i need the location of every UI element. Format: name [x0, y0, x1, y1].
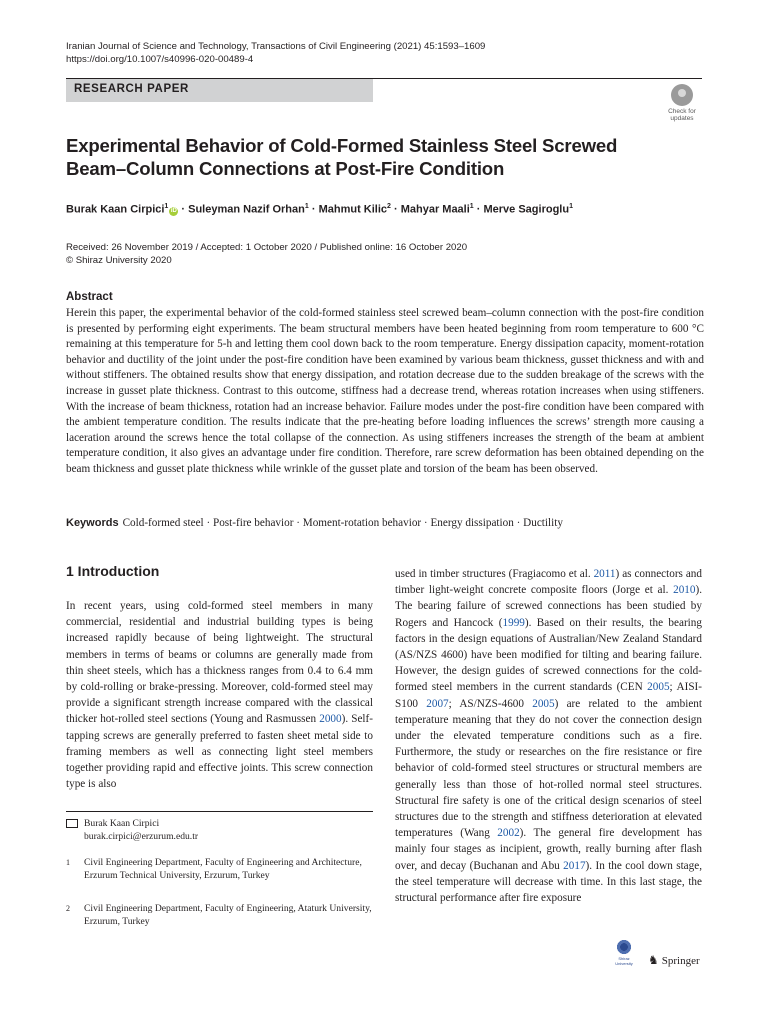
author-name[interactable]: Merve Sagiroglu [483, 203, 570, 216]
affiliation-mark: 2 [66, 904, 70, 913]
citation-link[interactable]: 2005 [532, 697, 555, 710]
article-type-label: RESEARCH PAPER [74, 83, 189, 95]
springer-logo [648, 953, 700, 968]
citation-link[interactable]: 2000 [319, 713, 342, 726]
author-affiliation-mark: 1 [469, 203, 474, 210]
affiliation-mark: 1 [66, 858, 70, 867]
logo-caption: Shiraz University [615, 956, 633, 966]
author-name[interactable]: Burak Kaan Cirpici [66, 203, 165, 216]
body-text: ; AS/NZS-4600 [448, 697, 533, 710]
body-text: ). The general fire development has mainly four stages as incipient, growth, really burning after flash over, and decay (Buchanan and Abu [395, 827, 702, 872]
affiliation-text: Civil Engineering Department, Faculty of Engineering, Ataturk University, Erzurum, Turkey [84, 903, 372, 927]
copyright-notice: © Shiraz University 2020 [66, 255, 172, 266]
check-for-updates-button[interactable] [660, 84, 704, 128]
body-text: ; AISI-S100 [395, 681, 703, 710]
citation-link[interactable]: 2011 [593, 568, 616, 580]
citation-link[interactable]: 2005 [647, 681, 670, 694]
author-name[interactable]: Mahyar Maali [400, 203, 470, 216]
body-text: ) are related to the ambient temperature meaning that they do not cover the connection design under the elevated temperature conditions such as a fire. Furthermore, the study or researches on the fire resistance or fire behavior of cold-formed steel structures or structural members are generally less than those of hot-rolled normal steel structures. Structural fire safety is one of the critical design scenarios of steel structures due to the strength and stiffness deterioration at elevated temperatures (Wang [395, 697, 702, 840]
author-name[interactable]: Suleyman Nazif Orhan [188, 203, 305, 216]
abstract-body: Herein this paper, the experimental behavior of the cold-formed stainless steel screwed beam–column connection with the post-fire condition is presented by performing eight experiments. The beam structural members have been heated beginning from room temperature to 600 °C remaining at this temperature for 5-h and letting them cool down back to the room temperature. Energy dissipation capacity, moment-rotation behavior and ductility of the joint under the post-fire condition have been examined by various beam thickness, gusset thickness and with and without stiffeners. The obtained results show that energy dissipation, and rotation decrease due to the sudden breakage of the screws with the increase in gusset plate thickness. Contrast to this outcome, stiffness had a decrease trend, whereas rotation increases when using stiffeners. With the increase of beam thickness, rotation had an increase behavior. Failure modes under the post-fire condition have been compared with the ambient temperature condition. The results indicate that the pre-heating before loading influences the screws’ strength more causing a laceration around the screws hence the total collapse of the connection. As using stiffeners increases the strength of the beam at ambient temperature condition, it also gives an advantage under fire condition. Therefore, rare screw deformation has been obtained depending on the beam thickness and gusset plate thickness while wrinkle of the gusset plate and torsion of the beam has been observed. [66, 307, 704, 475]
body-text: ). Based on their results, the bearing factors in the design equations of Australian/New Zealand Standard (AS/NZS 4600) have been modified for tilting and bearing failure. However, the design guides of screwed connections for the cold-formed steel members in the current standards (CEN [395, 616, 702, 694]
citation-link[interactable]: 2010 [673, 584, 696, 597]
check-updates-line1: Check for [668, 108, 696, 115]
body-text: ) as connectors and timber light-weight concrete composite floors (Jorge et al. [395, 568, 702, 597]
springer-horse-icon: ♞ [648, 953, 659, 967]
body-text: used in timber structures (Fragiacomo et al. [395, 568, 594, 580]
body-text: ). The bearing failure of screwed connections has been studied by Rogers and Hancock ( [395, 584, 702, 629]
body-text: ). Self-tapping screws are generally preferred to fasten sheet metal side to framing members as well as connecting light steel members together providing rapid and effective joints. This screw connection type is also [66, 713, 373, 791]
article-title: Experimental Behavior of Cold-Formed Stainless Steel Screwed Beam–Column Connections at Post-Fire Condition [66, 135, 618, 179]
university-emblem-icon [615, 938, 633, 956]
author-affiliation-mark: 1 [569, 203, 573, 210]
citation-link[interactable]: 2007 [426, 697, 449, 710]
check-updates-icon [671, 84, 693, 106]
affiliation-text: Civil Engineering Department, Faculty of Engineering and Architecture, Erzurum Technical University, Erzurum, Turkey [84, 857, 362, 881]
author-affiliation-mark: 2 [387, 203, 391, 210]
citation-link[interactable]: 1999 [502, 616, 525, 629]
body-text: ). In the cool down stage, the steel temperature will decrease with time. In this last stage, the structural performance after fire exposure [395, 859, 702, 905]
article-type-banner [66, 79, 373, 102]
intro-right-column [395, 566, 702, 906]
intro-left-column [66, 598, 373, 792]
orcid-icon[interactable]: iD [170, 207, 177, 214]
corresponding-author-footnote [66, 818, 373, 844]
keywords-list: Cold-formed steel · Post-fire behavior · Moment-rotation behavior · Energy dissipation · Ductility [122, 517, 563, 529]
email-link[interactable]: burak.cirpici@erzurum.edu.tr [84, 830, 199, 842]
author-name[interactable]: Mahmut Kilic [318, 203, 388, 216]
publication-dates: Received: 26 November 2019 / Accepted: 1 October 2020 / Published online: 16 October 2020 [66, 242, 468, 253]
doi-link[interactable]: https://doi.org/10.1007/s40996-020-00489-4 [66, 54, 254, 65]
publisher-name: Springer [661, 955, 700, 967]
envelope-icon [66, 818, 80, 832]
footnote-divider [66, 811, 373, 812]
keywords-label: Keywords [66, 517, 119, 529]
section-heading-introduction: 1 Introduction [66, 563, 160, 579]
affiliation-footnote-1 [66, 857, 373, 883]
author-affiliation-mark: 1 [164, 203, 169, 210]
author-list: Burak Kaan Cirpici$^1$iD · Suleyman Nazif Orhan$^1$ · Mahmut Kilic$^2$ · Mahyar Maali$^1$ · Merve Sagiroglu$^1$ [66, 203, 573, 216]
body-text: In recent years, using cold-formed steel members in many commercial, residential and industrial building types is being increased rapidly because of being lightweight. The structural members in terms of beams or columns are generally made from thin sheet steels, which has a thickness ranges from 0.4 to 6.4 mm by cold-rolling or brake-pressing. Moreover, cold-formed steel may provide a significant strength increase compared with the classical thicker hot-rolled steel sections (Young and Rasmussen [66, 600, 373, 726]
keywords-line [66, 517, 706, 529]
affiliation-footnote-2 [66, 903, 373, 929]
corresponding-author-name: Burak Kaan Cirpici [84, 818, 160, 829]
author-affiliation-mark: 1 [304, 203, 309, 210]
citation-link[interactable]: 2017 [563, 859, 586, 872]
citation-link[interactable]: 2002 [497, 827, 520, 840]
shiraz-university-logo [610, 938, 638, 970]
journal-citation: Iranian Journal of Science and Technology, Transactions of Civil Engineering (2021) 45:1593–1609 [66, 41, 486, 52]
check-updates-line2: updates [670, 115, 694, 122]
abstract-heading: Abstract [66, 291, 113, 303]
